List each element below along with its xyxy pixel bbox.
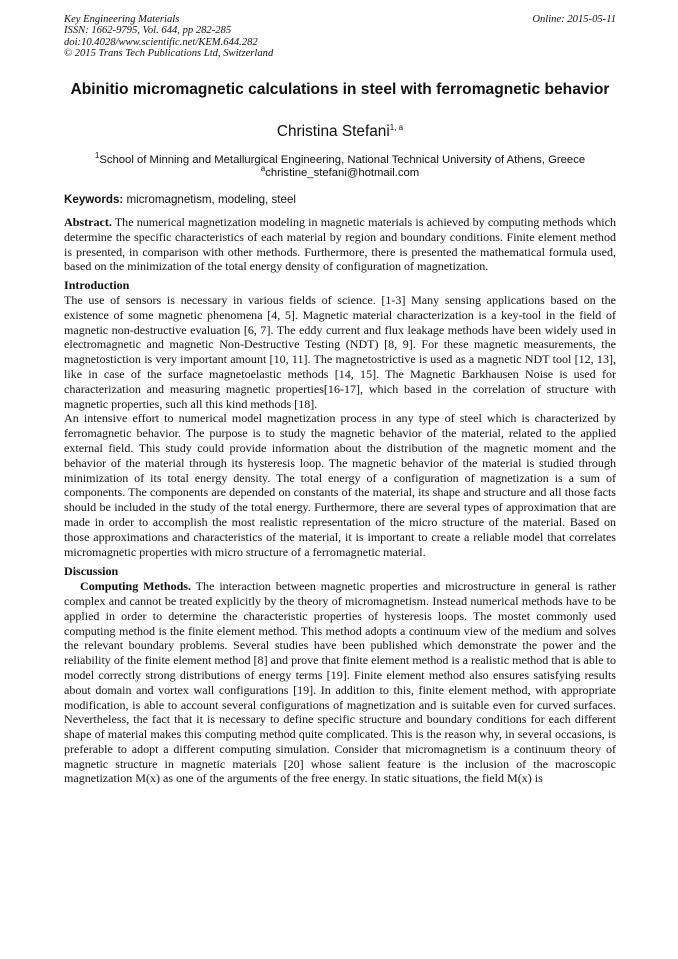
abstract-paragraph <box>64 215 616 274</box>
keywords-text: micromagnetism, modeling, steel <box>123 193 296 206</box>
computing-methods-lead: Computing Methods. <box>80 579 191 594</box>
email-text[interactable]: christine_stefani@hotmail.com <box>265 166 420 179</box>
affiliation-text: School of Minning and Metallurgical Engineering, National Technical University of Athens, Greece <box>99 153 586 166</box>
introduction-paragraph-1: The use of sensors is necessary in various fields of science. [1-3] Many sensing applications based on the existence of some magnetic phenomena [4, 5]. Magnetic material characterization is a key-tool in the field of magnetic non-destructive evaluation [6, 7]. The eddy current and flux leakage methods have been widely used in electromagnetic and magnetic Non-Destructive Testing (NDT) [8, 9]. For these magnetic measurements, the magnetostiction is very important amount [10, 11]. The magnetostrictive is used as a magnetic NDT tool [12, 13], like in case of the surface magnetoelastic methods [14, 15]. The Magnetic Barkhausen Noise is used for characterization and measuring magnetic properties[16-17], which based in the correlation of structure with magnetic properties, such all this kind methods [18]. <box>64 292 616 411</box>
discussion-heading: Discussion <box>64 564 119 579</box>
issn-line: ISSN: 1662-9795, Vol. 644, pp 282-285 <box>64 25 232 37</box>
journal-header <box>64 14 616 60</box>
email-sup: a <box>260 164 266 173</box>
introduction-heading: Introduction <box>64 278 130 293</box>
author-sup: 1, a <box>389 123 404 132</box>
affiliation-sup: 1 <box>94 151 100 160</box>
introduction-paragraph-2: An intensive effort to numerical model magnetization process in any type of steel which is characterized by ferromagnetic behavior. The purpose is to study the magnetic behavior of the material, related to the applied external field. This study could provide information about the distribution of the magnetic moment and the behavior of the material through its hysteresis loop. The magnetic behavior of the material is studied through minimization of its total energy density. The total energy of a configuration of magnetization is a sum of components. The components are depended on constants of the material, its shape and structure and all those facts should be included in the study of the total energy. Furthermore, there are several types of approximation that are made in order to accomplish the most realistic representation of the micro structure of the material. Based on those approximations and characteristics of the material, it is important to create a reliable model that correlates micromagnetic properties with micro structure of a ferromagnetic material. <box>64 411 616 559</box>
paper-title: Abinitio micromagnetic calculations in steel with ferromagnetic behavior <box>70 81 610 98</box>
discussion-paragraph <box>64 579 616 786</box>
abstract-text: The numerical magnetization modeling in magnetic materials is achieved by computing methods which determine the specific characteristics of each material by region and boundary conditions. Finite element method is presented, in comparison with other methods. Furthermore, there is presented the mathematical formula used, based on the minimization of the total energy density of configuration of magnetization. <box>64 215 616 274</box>
online-date: Online: 2015-05-11 <box>532 14 616 25</box>
keywords <box>64 193 616 206</box>
abstract-label: Abstract. <box>64 215 112 229</box>
keywords-label: Keywords: <box>64 193 124 206</box>
paper-body <box>64 215 616 786</box>
copyright-line: © 2015 Trans Tech Publications Ltd, Switzerland <box>64 48 274 60</box>
author-line <box>64 123 616 141</box>
doi-line[interactable]: doi:10.4028/www.scientific.net/KEM.644.282 <box>64 36 258 48</box>
journal-name: Key Engineering Materials <box>64 14 180 25</box>
author-email <box>64 164 616 179</box>
author-name: Christina Stefani <box>276 123 390 141</box>
discussion-text: The interaction between magnetic properties and microstructure in general is rather complex and cannot be treated explicitly by the theory of micromagnetism. Instead numerical methods have to be applied in order to determine the characteristic properties of hysteresis loops. The mostet commonly used computing method is the finite element method. This method adopts a continuum view of the medium and solves the relevant boundary problems. Several studies have been published which demonstrate the power and the reliability of the finite element method [8] and prove that finite element method is a realistic method that is able to model correctly strong distributions of energy terms [19]. Finite element method also ensures satisfying results about domain and vortex wall configurations [19]. In addition to this, finite element method, with appropriate modification, is able to account several configurations of magnetization and is suitable even for curved surfaces. Nevertheless, the fact that it is necessary to define specific structure and boundary conditions for each different shape of material makes this computing method quite complicated. This is the reason why, in several occasions, is preferable to adopt a different computing simulation. Consider that micromagnetism is a continuum theory of magnetic structure in magnetic materials [20] whose salient feature is the inclusion of the macroscopic magnetization M(x) as one of the arguments of the free energy. In static situations, the field M(x) is <box>64 579 616 786</box>
